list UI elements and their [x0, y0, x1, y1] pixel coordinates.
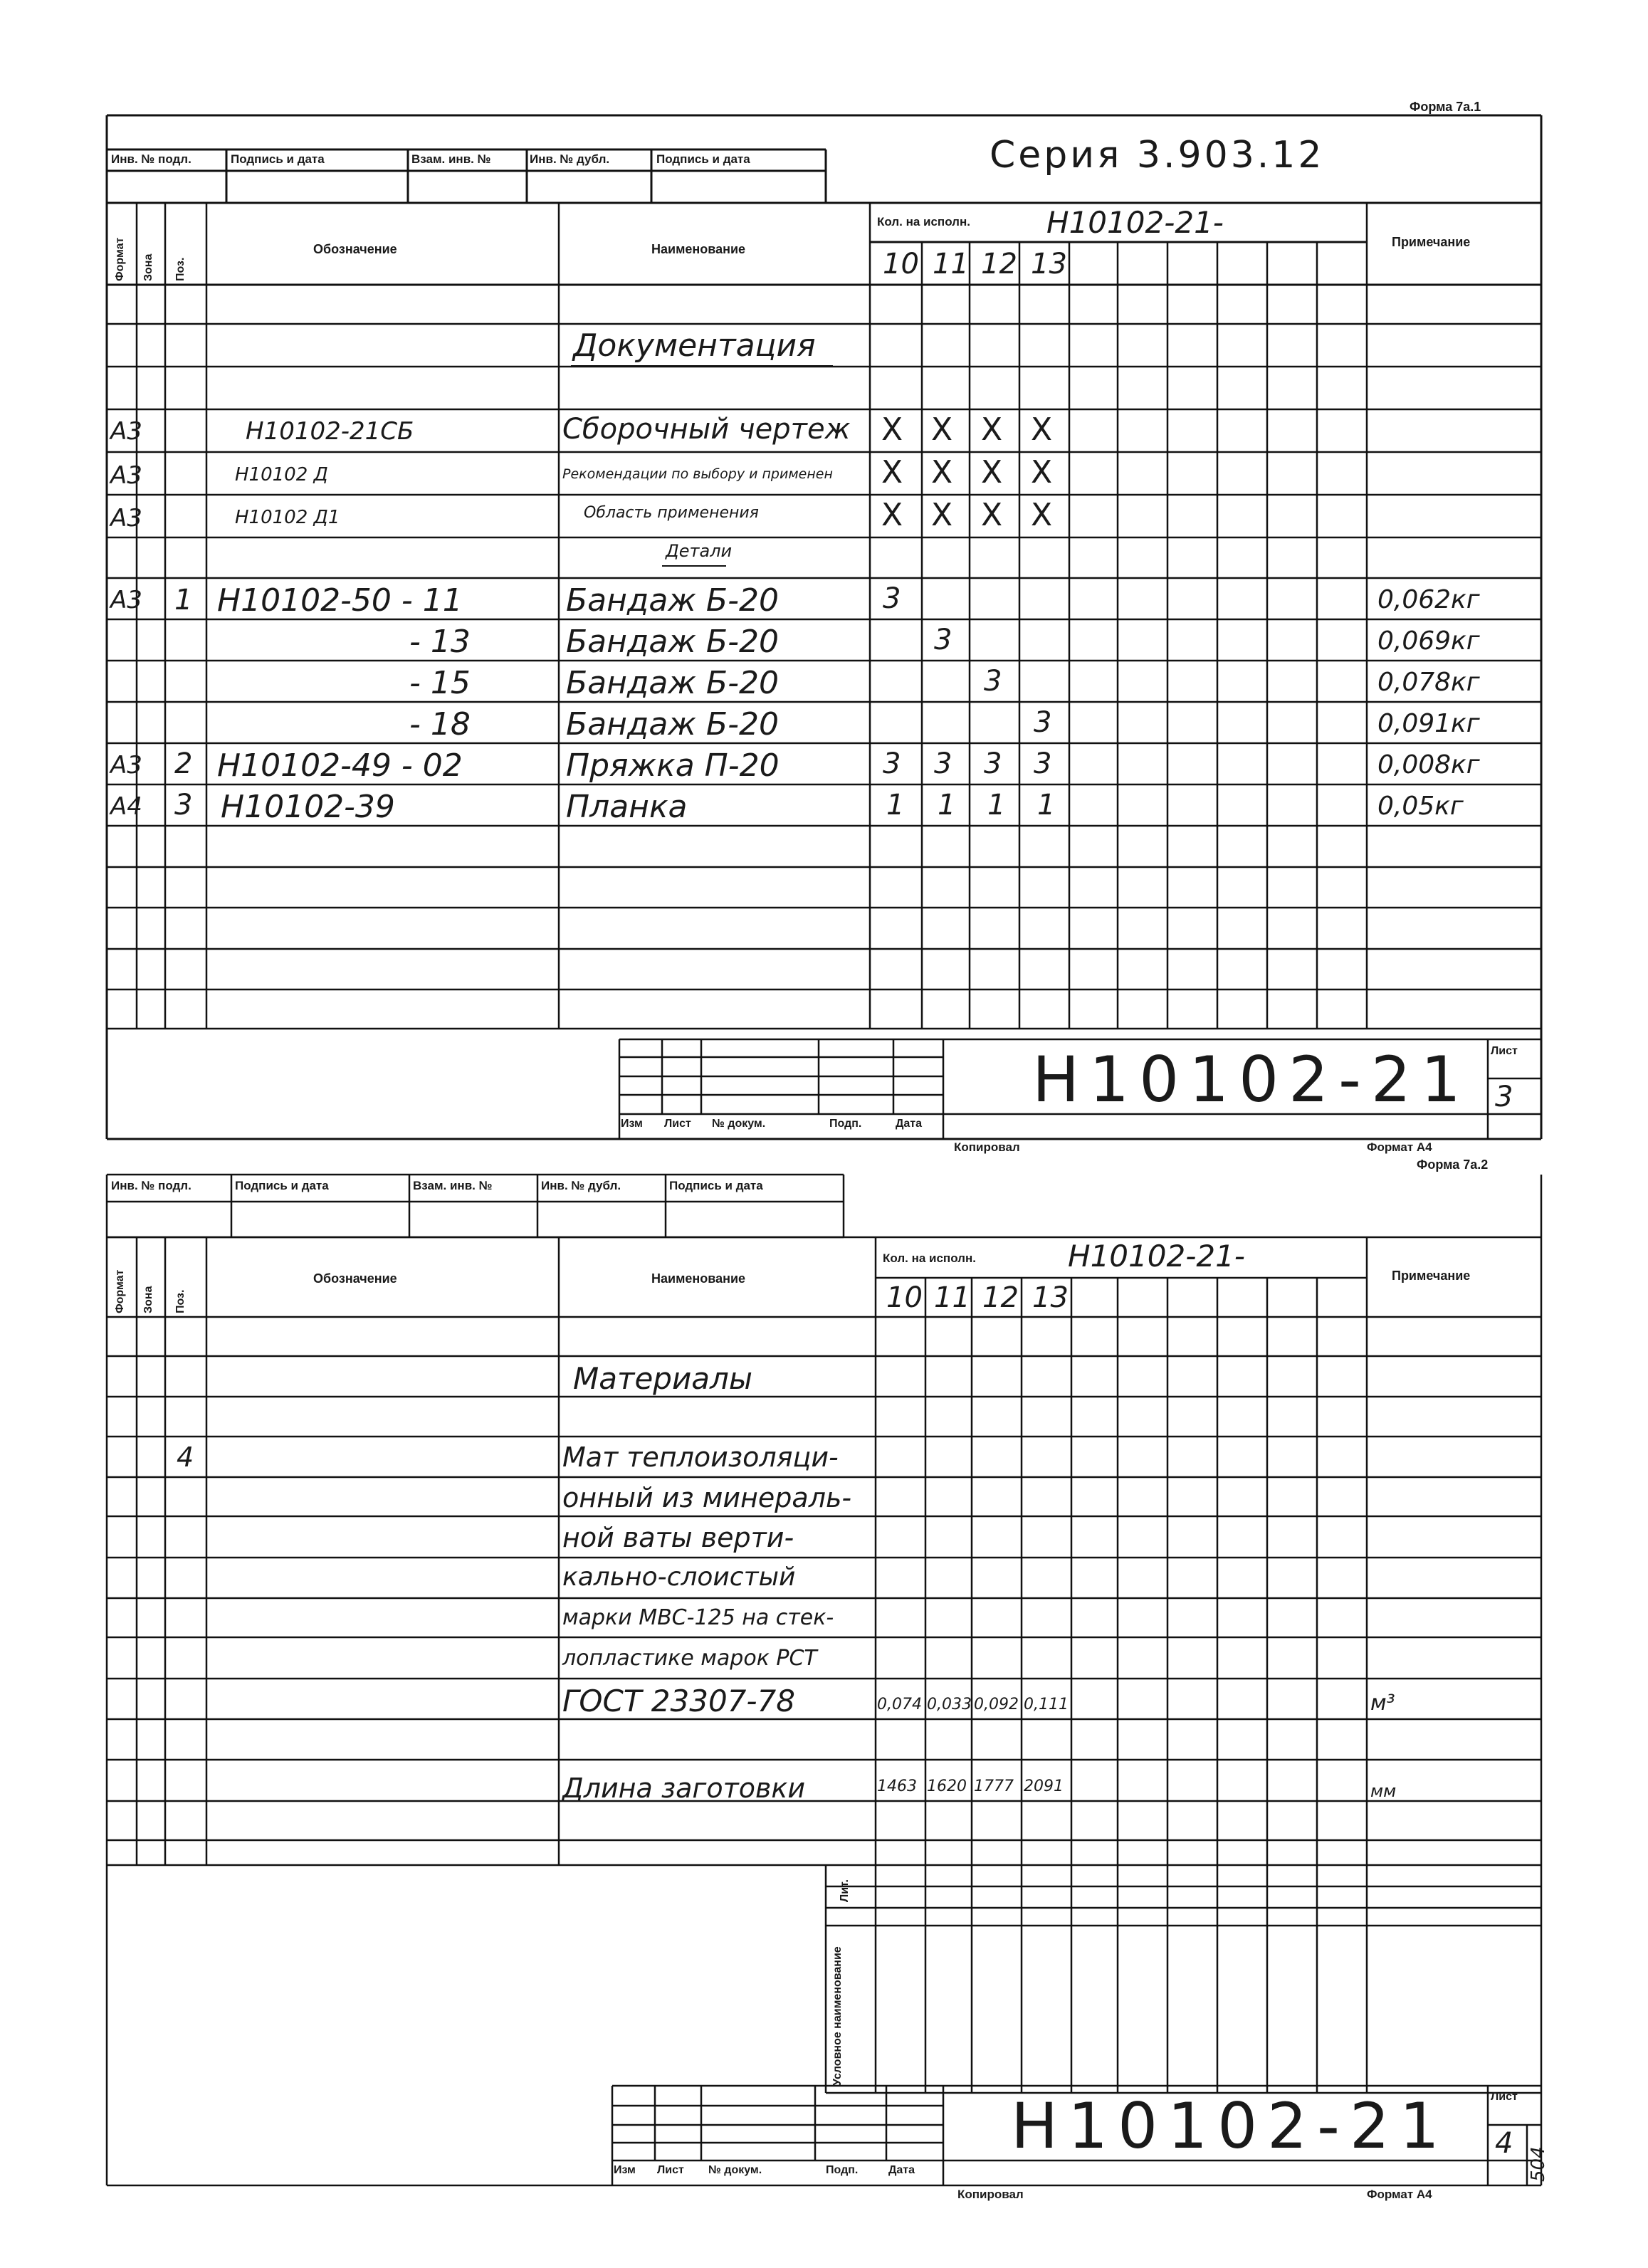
col-zona: Зона [142, 253, 154, 281]
stamp-inv-podl: Инв. № подл. [111, 152, 191, 166]
part-qty: 3 [883, 582, 901, 615]
part-code: - 18 [409, 706, 471, 742]
part-qty: 3 [883, 747, 901, 780]
part-format: A4 [110, 792, 142, 821]
doc-name: Сборочный чертеж [562, 413, 851, 446]
variant-12: 12 [981, 248, 1017, 280]
mat-line: ной ваты верти- [562, 1522, 794, 1553]
part-qty: 3 [934, 624, 952, 656]
mat-unit: м³ [1370, 1691, 1395, 1716]
part-name: Бандаж Б-20 [566, 706, 779, 742]
tb-izm: Изм [614, 2164, 636, 2176]
part-qty: 3 [1034, 706, 1052, 739]
part-note: 0,008кг [1377, 750, 1480, 779]
zag-qty: 1777 [974, 1778, 1014, 1795]
doc-mark: X [931, 454, 953, 490]
tb-ndokum: № докум. [712, 1118, 766, 1130]
tb-list-label: Лист [1491, 1045, 1518, 1057]
part-note: 0,069кг [1377, 626, 1480, 656]
part-name: Пряжка П-20 [566, 747, 780, 784]
part-format: A3 [110, 751, 142, 779]
mat-line: марки МВС-125 на стек- [562, 1605, 834, 1630]
tb-kopiroval: Копировал [957, 2188, 1024, 2201]
variant-10: 10 [883, 248, 919, 280]
col-naimenovanie: Наименование [651, 242, 746, 256]
variant-12: 12 [982, 1281, 1019, 1314]
part-code: H10102-49 - 02 [217, 747, 463, 784]
variant-13: 13 [1031, 248, 1067, 280]
variant-11: 11 [933, 248, 969, 280]
stamp-vzam-inv: Взам. инв. № [411, 152, 491, 166]
ispoln-code: H10102-21- [1068, 1239, 1245, 1274]
col-poz: Поз. [174, 257, 187, 281]
tb-list-no: 4 [1495, 2127, 1513, 2160]
doc-mark: X [931, 497, 953, 533]
part-poz: 1 [174, 584, 193, 616]
part-qty: 3 [984, 747, 1002, 780]
zag-qty: 2091 [1024, 1778, 1064, 1795]
stamp-inv-dubl: Инв. № дубл. [530, 152, 610, 166]
part-qty: 3 [984, 665, 1002, 698]
section-documentation: Документация [573, 327, 816, 364]
part-name: Бандаж Б-20 [566, 582, 779, 619]
tb-list: Лист [657, 2164, 684, 2176]
doc-format: A3 [110, 461, 142, 490]
tb-podp: Подп. [829, 1118, 862, 1130]
doc-mark: X [1031, 411, 1053, 448]
part-qty: 1 [938, 789, 956, 821]
mat-line: ГОСТ 23307-78 [562, 1684, 795, 1718]
part-poz: 2 [174, 747, 193, 780]
doc-mark: X [981, 497, 1003, 533]
doc-mark: X [881, 497, 903, 533]
col-format: Формат [114, 1269, 126, 1313]
stamp-podpis-data: Подпись и дата [231, 152, 325, 166]
part-code: H10102-50 - 11 [217, 582, 463, 619]
mat-qty: 0,092 [974, 1696, 1019, 1713]
zag-unit: мм [1370, 1781, 1397, 1801]
part-code: H10102-39 [221, 789, 395, 825]
part-name: Бандаж Б-20 [566, 624, 779, 660]
series-title: Серия 3.903.12 [990, 134, 1325, 177]
section-details: Детали [666, 541, 733, 561]
mat-qty: 0,074 [877, 1696, 922, 1713]
doc-mark: X [1031, 454, 1053, 490]
doc-mark: X [981, 454, 1003, 490]
forma-label-2: Форма 7а.2 [1417, 1157, 1489, 1172]
zag-qty: 1463 [877, 1778, 917, 1795]
variant-13: 13 [1032, 1281, 1069, 1314]
stamp-inv-podl: Инв. № подл. [111, 1179, 191, 1192]
tb-izm: Изм [621, 1118, 643, 1130]
tb-list: Лист [664, 1118, 691, 1130]
part-note: 0,05кг [1377, 792, 1464, 821]
part-qty: 3 [934, 747, 952, 780]
col-poz: Поз. [174, 1289, 187, 1313]
zagotovka-label: Длина заготовки [562, 1773, 806, 1804]
side-number: 504 [1528, 2146, 1549, 2182]
part-name: Бандаж Б-20 [566, 665, 779, 701]
col-oboznachenie: Обозначение [313, 1271, 397, 1286]
mat-qty: 0,111 [1024, 1696, 1069, 1713]
col-primechanie: Примечание [1392, 1269, 1471, 1283]
part-qty: 1 [886, 789, 905, 821]
part-format: A3 [110, 586, 142, 614]
tb-format: Формат A4 [1367, 1140, 1432, 1154]
mat-qty: 0,033 [927, 1696, 972, 1713]
col-format: Формат [114, 237, 126, 281]
ispoln-code: H10102-21- [1046, 205, 1224, 240]
stamp-vzam-inv: Взам. инв. № [413, 1179, 493, 1192]
doc-format: A3 [110, 417, 142, 446]
tb-data: Дата [888, 2164, 915, 2176]
part-name: Планка [566, 789, 688, 825]
mat-line: онный из минераль- [562, 1482, 852, 1513]
doc-code: H10102 Д [235, 464, 328, 485]
part-qty: 1 [1037, 789, 1056, 821]
forma-label: Форма 7а.1 [1410, 100, 1481, 114]
tb-data: Дата [896, 1118, 923, 1130]
doc-format: A3 [110, 504, 142, 532]
doc-code: H10102-21СБ [246, 417, 414, 446]
mat-line: лопластике марок РСТ [562, 1646, 817, 1671]
stamp-podpis-data-2: Подпись и дата [669, 1179, 763, 1192]
doc-mark: X [881, 454, 903, 490]
part-code: - 13 [409, 624, 471, 660]
variant-10: 10 [886, 1281, 923, 1314]
col-oboznachenie: Обозначение [313, 242, 397, 256]
part-note: 0,091кг [1377, 709, 1480, 738]
part-note: 0,062кг [1377, 585, 1480, 614]
doc-code: H10102 Д1 [235, 507, 340, 528]
part-qty: 1 [987, 789, 1006, 821]
tb-podp: Подп. [826, 2164, 859, 2176]
doc-name: Область применения [584, 504, 759, 522]
doc-mark: X [981, 411, 1003, 448]
doc-mark: X [1031, 497, 1053, 533]
col-zona: Зона [142, 1286, 154, 1313]
tb-ndokum: № докум. [708, 2164, 762, 2176]
col-kol: Кол. на исполн. [883, 1251, 976, 1265]
uslovnoe-label: Условное наименование [831, 1946, 844, 2086]
part-poz: 3 [174, 789, 193, 821]
col-naimenovanie: Наименование [651, 1271, 746, 1286]
col-primechanie: Примечание [1392, 235, 1471, 249]
variant-11: 11 [934, 1281, 970, 1314]
mat-poz: 4 [177, 1442, 194, 1473]
zag-qty: 1620 [927, 1778, 967, 1795]
lit-label: Лит. [839, 1879, 851, 1902]
tb-list-label: Лист [1491, 2091, 1518, 2103]
stamp-podpis-data-2: Подпись и дата [656, 152, 750, 166]
col-kol: Кол. на исполн. [877, 215, 970, 229]
stamp-podpis-data: Подпись и дата [235, 1179, 329, 1192]
part-note: 0,078кг [1377, 668, 1480, 697]
doc-name: Рекомендации по выбору и применен [562, 466, 833, 482]
part-code: - 15 [409, 665, 471, 701]
tb-doc-code: H10102-21 [1032, 1043, 1471, 1116]
tb-list-no: 3 [1495, 1081, 1513, 1113]
stamp-inv-dubl: Инв. № дубл. [541, 1179, 621, 1192]
mat-line: Мат теплоизоляци- [562, 1442, 839, 1473]
tb-doc-code: H10102-21 [1011, 2089, 1449, 2163]
tb-format: Формат A4 [1367, 2188, 1432, 2201]
mat-line: кально-слоистый [562, 1563, 796, 1592]
part-qty: 3 [1034, 747, 1052, 780]
doc-mark: X [931, 411, 953, 448]
doc-mark: X [881, 411, 903, 448]
section-materials: Материалы [573, 1361, 752, 1396]
tb-kopiroval: Копировал [954, 1140, 1020, 1154]
